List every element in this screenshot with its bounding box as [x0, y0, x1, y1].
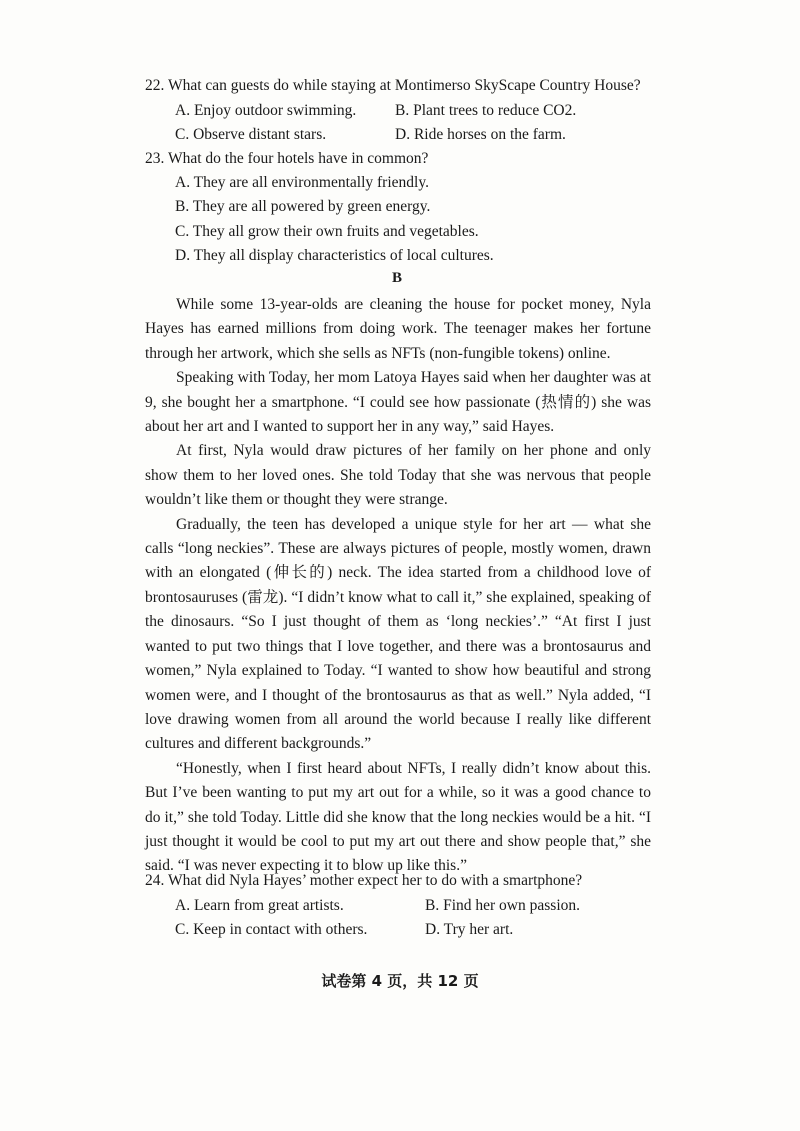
question-23-option-c: C. They all grow their own fruits and vegetables. — [175, 223, 479, 240]
question-22-option-c: C. Observe distant stars. — [175, 126, 327, 143]
question-23-option-a: A. They are all environmentally friendly. — [175, 174, 429, 191]
question-24-option-a: A. Learn from great artists. — [175, 897, 344, 914]
question-23-option-d: D. They all display characteristics of local cultures. — [175, 247, 494, 264]
question-24-stem: 24. What did Nyla Hayes’ mother expect her to do with a smartphone? — [145, 872, 583, 889]
question-22-stem: 22. What can guests do while staying at Montimerso SkyScape Country House? — [145, 77, 641, 94]
passage-paragraph-4: Gradually, the teen has developed a unique style for her art — what she calls “long neckies”. These are always pictures of people, mostly women, drawn with an elongated (伸长的) neck. The idea started from a childhood love of brontosauruses (雷龙). “I didn’t know what to call it,” she explained, speaking of the dinosaurs. “So I just thought of them as ‘long neckies’.” “At first I just wanted to put two things that I love together, and there was a brontosaurus and women,” Nyla explained to Today. “I wanted to show how beautiful and strong women were, and I thought of the brontosaurus as that as well.” Nyla added, “I love drawing women from all around the world because I really like different cultures and different backgrounds.” — [145, 515, 651, 753]
question-24-option-b: B. Find her own passion. — [425, 897, 580, 914]
question-24-option-d: D. Try her art. — [425, 921, 514, 938]
question-22-option-a: A. Enjoy outdoor swimming. — [175, 102, 357, 119]
question-24-option-c: C. Keep in contact with others. — [175, 921, 368, 938]
passage-paragraph-2: Speaking with Today, her mom Latoya Hayes said when her daughter was at 9, she bought her a smartphone. “I could see how passionate (热情的) she was about her art and I wanted to support her in any way,” said Hayes. — [145, 369, 651, 436]
passage-paragraph-1: While some 13-year-olds are cleaning the house for pocket money, Nyla Hayes has earned millions from doing work. The teenager makes her fortune through her artwork, which she sells as NFTs (non-fungible tokens) online. — [145, 296, 651, 362]
section-label: B — [392, 270, 403, 286]
page-footer: 试卷第 4 页，共 12 页 — [321, 972, 479, 990]
passage-paragraph-5: “Honestly, when I first heard about NFTs, I really didn’t know about this. But I’ve been wanting to put my art out for a while, so it was a good chance to do it,” she told Today. Little did she know that the long neckies would be a hit. “I just thought it would be cool to put my art out there and show people that,” she said. “I was never expecting it to blow up like this.” — [145, 759, 651, 875]
passage-b — [145, 293, 651, 879]
question-22-option-b: B. Plant trees to reduce CO2. — [395, 102, 577, 119]
passage-paragraph-3: At first, Nyla would draw pictures of her family on her phone and only show them to her loved ones. She told Today that she was nervous that people wouldn’t like them or thought they were strange. — [145, 442, 651, 509]
question-22-option-d: D. Ride horses on the farm. — [395, 126, 566, 143]
question-23-option-b: B. They are all powered by green energy. — [175, 198, 431, 215]
question-23-stem: 23. What do the four hotels have in common? — [145, 150, 429, 167]
